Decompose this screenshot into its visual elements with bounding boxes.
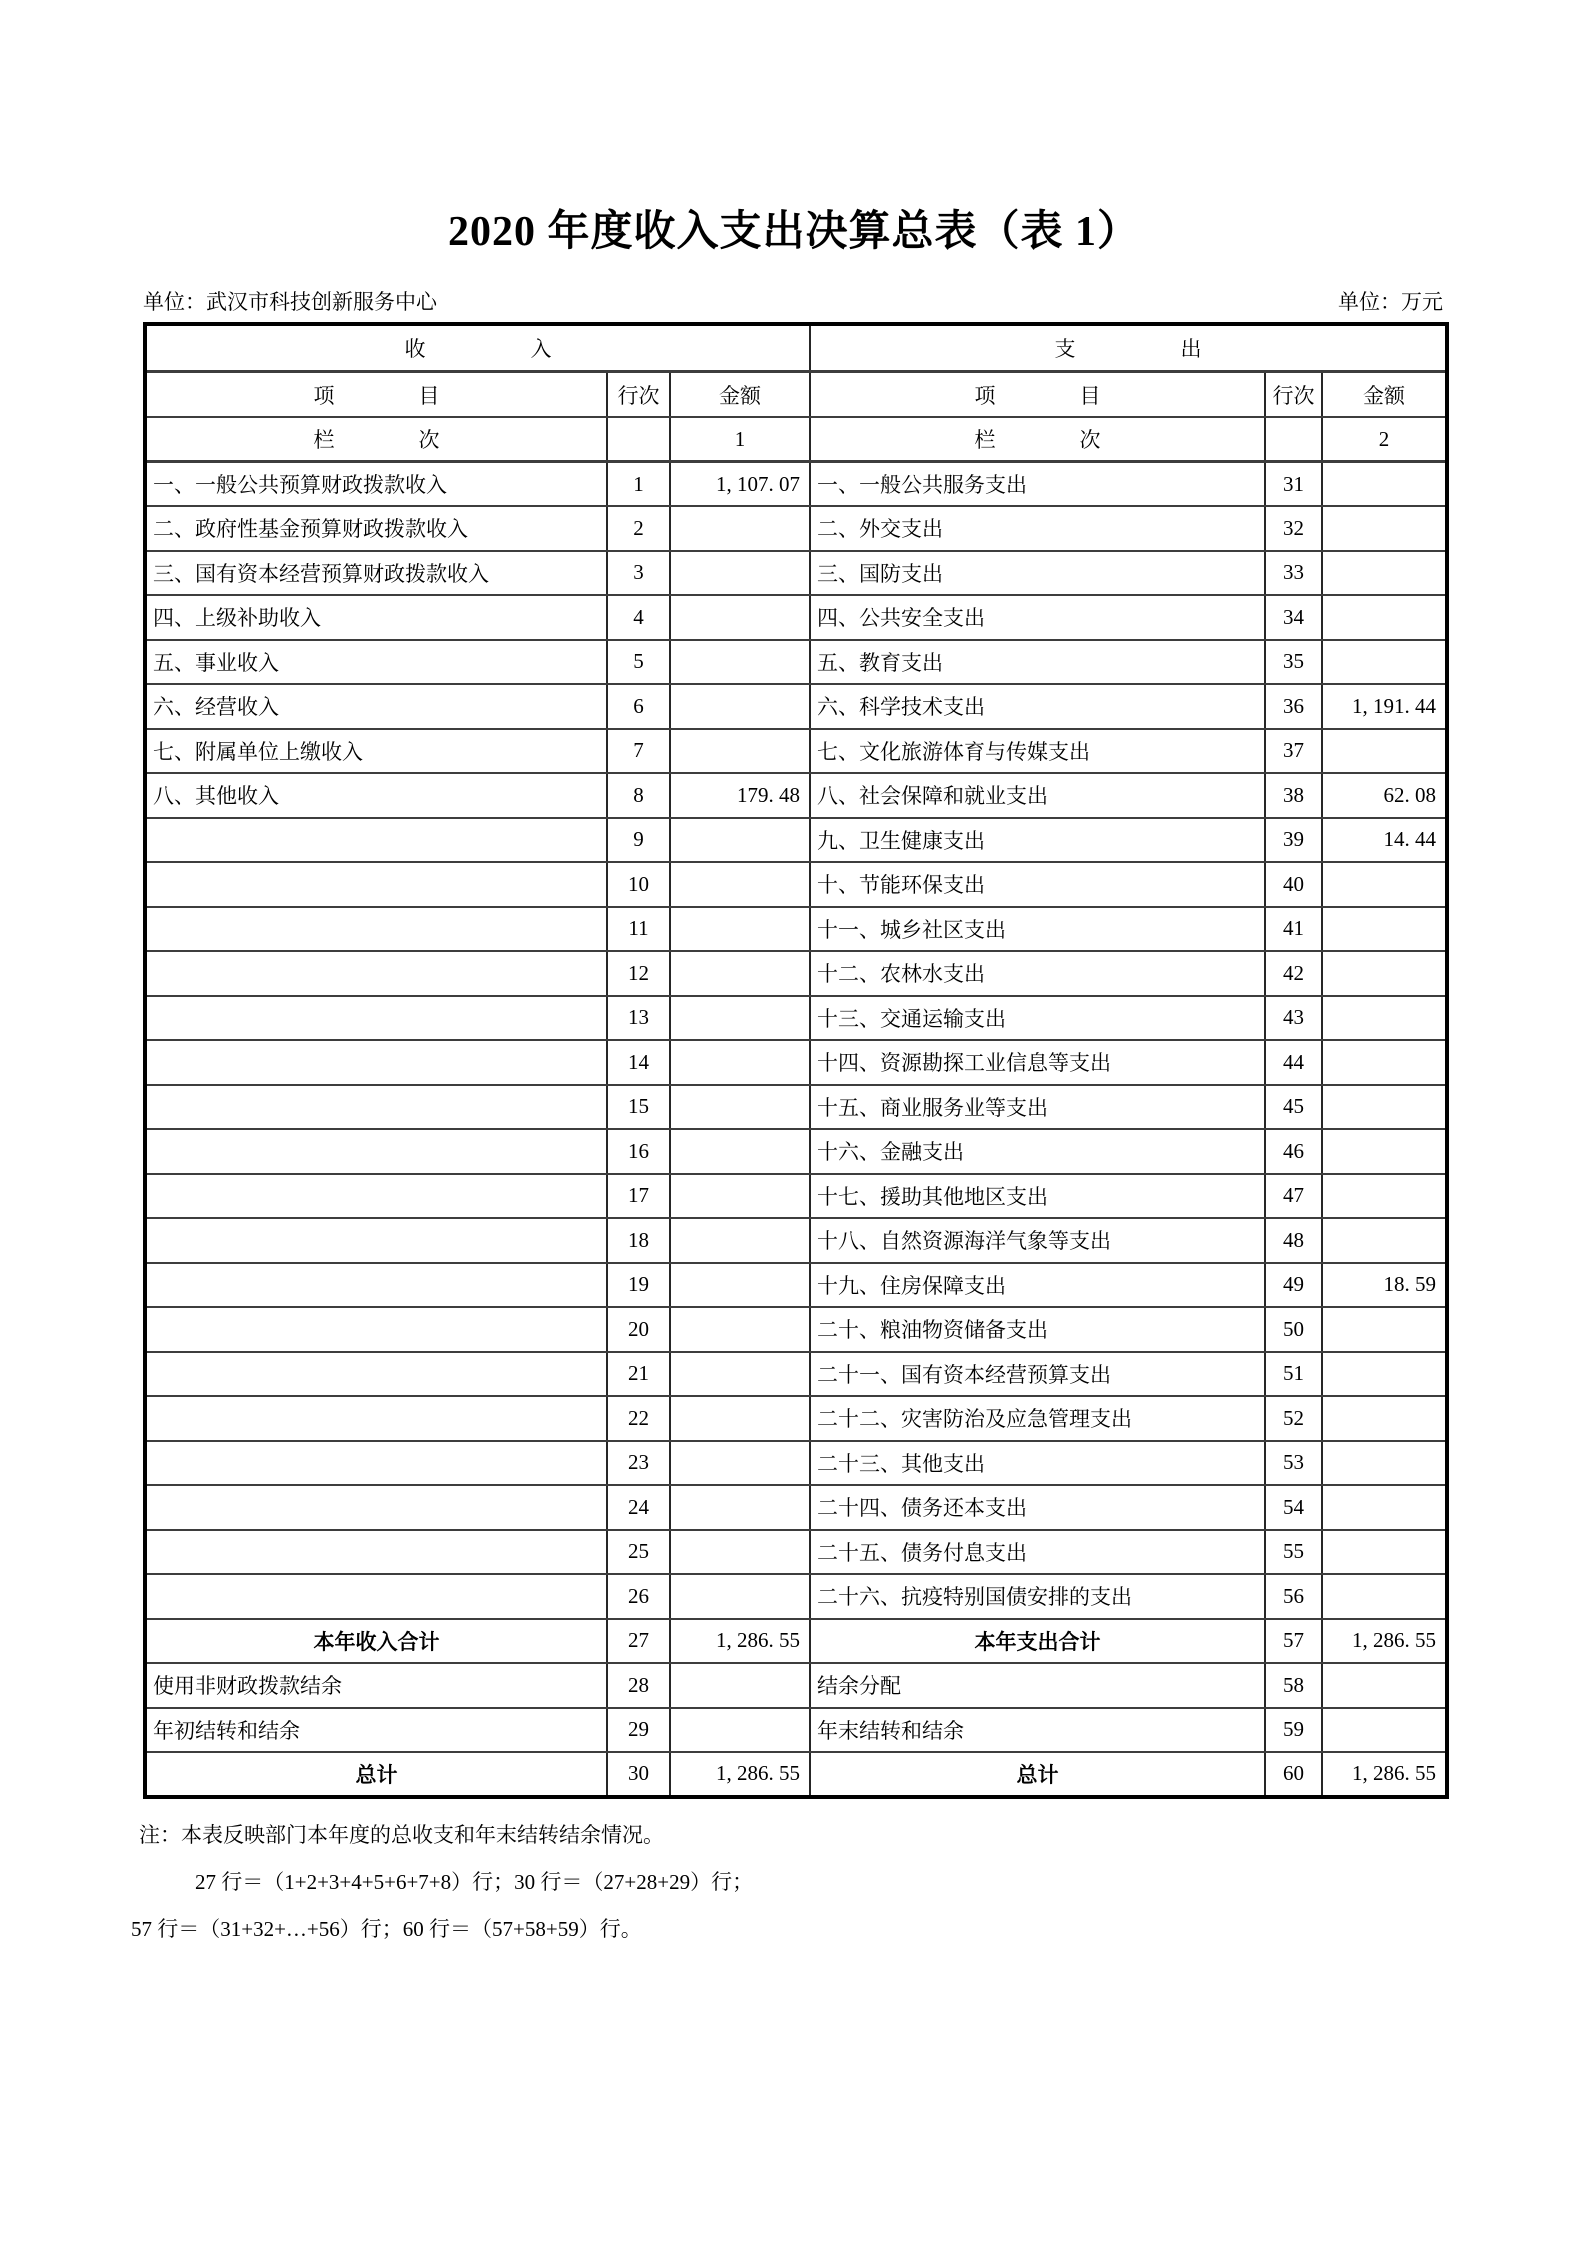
- income-amount-cell: [670, 1485, 810, 1530]
- expense-amount-cell: [1322, 1530, 1447, 1575]
- income-amount-cell: [670, 684, 810, 729]
- income-item-cell: 使用非财政拨款结余: [145, 1663, 607, 1708]
- expense-item-cell: 十八、自然资源海洋气象等支出: [810, 1218, 1265, 1263]
- expense-row-no-cell: 42: [1265, 951, 1322, 996]
- table-row: [145, 1485, 1447, 1530]
- income-item-cell: [145, 1396, 607, 1441]
- income-amount-cell: [670, 1263, 810, 1308]
- income-item-cell: [145, 862, 607, 907]
- income-row-no-cell: 9: [607, 818, 670, 863]
- income-item-cell: [145, 1307, 607, 1352]
- income-row-no-cell: 3: [607, 551, 670, 596]
- expense-row-no-cell: 41: [1265, 907, 1322, 952]
- income-item-cell: [145, 951, 607, 996]
- table-row: [145, 1752, 1447, 1797]
- income-row-no-cell: 6: [607, 684, 670, 729]
- income-row-no-cell: 23: [607, 1441, 670, 1486]
- table-row: [145, 729, 1447, 774]
- expense-item-cell: 二十二、灾害防治及应急管理支出: [810, 1396, 1265, 1441]
- income-item-cell: 总计: [145, 1752, 607, 1797]
- expense-amount-cell: [1322, 1085, 1447, 1130]
- expense-column-no: 2: [1322, 417, 1447, 462]
- income-row-no-cell: 27: [607, 1619, 670, 1664]
- expense-item-cell: 十、节能环保支出: [810, 862, 1265, 907]
- expense-row-no-cell: 53: [1265, 1441, 1322, 1486]
- expense-amount-cell: [1322, 551, 1447, 596]
- income-item-cell: [145, 1218, 607, 1263]
- table-row: [145, 773, 1447, 818]
- expense-amount-cell: [1322, 729, 1447, 774]
- income-rowno-header: 行次: [607, 372, 670, 418]
- expense-item-cell: 五、教育支出: [810, 640, 1265, 685]
- income-row-no-cell: 16: [607, 1129, 670, 1174]
- expense-item-cell: 二十、粮油物资储备支出: [810, 1307, 1265, 1352]
- income-item-cell: 三、国有资本经营预算财政拨款收入: [145, 551, 607, 596]
- income-amount-cell: [670, 1352, 810, 1397]
- final-accounts-table: [143, 322, 1449, 1799]
- footnotes: [131, 1812, 753, 1953]
- income-row-no-cell: 18: [607, 1218, 670, 1263]
- table-row: [145, 1174, 1447, 1219]
- table-row: [145, 1396, 1447, 1441]
- income-item-cell: 五、事业收入: [145, 640, 607, 685]
- income-amount-cell: [670, 1574, 810, 1619]
- expense-row-no-cell: 32: [1265, 506, 1322, 551]
- income-row-no-cell: 21: [607, 1352, 670, 1397]
- income-amount-header: 金额: [670, 372, 810, 418]
- income-row-no-cell: 4: [607, 595, 670, 640]
- income-row-no-cell: 2: [607, 506, 670, 551]
- expense-amount-cell: [1322, 1352, 1447, 1397]
- income-amount-cell: [670, 996, 810, 1041]
- income-row-no-cell: 30: [607, 1752, 670, 1797]
- expense-row-no-cell: 56: [1265, 1574, 1322, 1619]
- expense-rowno-blank-cell: [1265, 417, 1322, 462]
- unit-currency-right: 单位：万元: [1338, 290, 1443, 314]
- expense-row-no-cell: 55: [1265, 1530, 1322, 1575]
- expense-row-no-cell: 36: [1265, 684, 1322, 729]
- expense-row-no-cell: 58: [1265, 1663, 1322, 1708]
- expense-item-cell: 一、一般公共服务支出: [810, 462, 1265, 507]
- expense-item-cell: 二、外交支出: [810, 506, 1265, 551]
- table-row: [145, 996, 1447, 1041]
- income-amount-cell: 179. 48: [670, 773, 810, 818]
- income-row-no-cell: 5: [607, 640, 670, 685]
- expense-item-cell: 八、社会保障和就业支出: [810, 773, 1265, 818]
- income-amount-cell: [670, 551, 810, 596]
- income-amount-cell: 1, 286. 55: [670, 1619, 810, 1664]
- expense-amount-cell: 1, 286. 55: [1322, 1619, 1447, 1664]
- income-amount-cell: [670, 862, 810, 907]
- income-item-cell: [145, 1352, 607, 1397]
- income-amount-cell: [670, 595, 810, 640]
- expense-row-no-cell: 48: [1265, 1218, 1322, 1263]
- expense-row-no-cell: 60: [1265, 1752, 1322, 1797]
- expense-item-cell: 三、国防支出: [810, 551, 1265, 596]
- income-row-no-cell: 25: [607, 1530, 670, 1575]
- column-number-row: [145, 417, 1447, 462]
- expense-item-cell: 二十五、债务付息支出: [810, 1530, 1265, 1575]
- income-item-cell: [145, 1085, 607, 1130]
- table-row: [145, 818, 1447, 863]
- expense-item-cell: 十六、金融支出: [810, 1129, 1265, 1174]
- table-row: [145, 684, 1447, 729]
- expense-amount-cell: [1322, 1663, 1447, 1708]
- income-row-no-cell: 19: [607, 1263, 670, 1308]
- expense-amount-cell: [1322, 1485, 1447, 1530]
- income-row-no-cell: 29: [607, 1708, 670, 1753]
- table-row: [145, 1530, 1447, 1575]
- expense-amount-cell: [1322, 640, 1447, 685]
- income-amount-cell: [670, 1663, 810, 1708]
- income-row-no-cell: 24: [607, 1485, 670, 1530]
- expense-row-no-cell: 31: [1265, 462, 1322, 507]
- expense-row-no-cell: 50: [1265, 1307, 1322, 1352]
- income-amount-cell: [670, 1129, 810, 1174]
- expense-amount-cell: [1322, 1708, 1447, 1753]
- income-amount-cell: [670, 907, 810, 952]
- income-amount-cell: [670, 1174, 810, 1219]
- income-column-no: 1: [670, 417, 810, 462]
- table-row: [145, 862, 1447, 907]
- income-row-no-cell: 17: [607, 1174, 670, 1219]
- income-amount-cell: [670, 729, 810, 774]
- expense-row-no-cell: 45: [1265, 1085, 1322, 1130]
- section-header-row: [145, 324, 1447, 372]
- income-amount-cell: [670, 1708, 810, 1753]
- expense-amount-cell: 1, 286. 55: [1322, 1752, 1447, 1797]
- income-row-no-cell: 28: [607, 1663, 670, 1708]
- expense-amount-cell: [1322, 1040, 1447, 1085]
- expense-row-no-cell: 49: [1265, 1263, 1322, 1308]
- income-item-cell: 七、附属单位上缴收入: [145, 729, 607, 774]
- note-description: 注：本表反映部门本年度的总收支和年末结转结余情况。: [139, 1823, 664, 1847]
- table-row: [145, 1441, 1447, 1486]
- income-item-cell: [145, 1040, 607, 1085]
- income-amount-cell: [670, 1218, 810, 1263]
- income-row-no-cell: 12: [607, 951, 670, 996]
- expense-amount-cell: [1322, 1218, 1447, 1263]
- expense-amount-cell: [1322, 996, 1447, 1041]
- income-item-cell: [145, 1129, 607, 1174]
- income-item-cell: 本年收入合计: [145, 1619, 607, 1664]
- expense-row-no-cell: 51: [1265, 1352, 1322, 1397]
- income-amount-cell: [670, 1441, 810, 1486]
- expense-item-cell: 十三、交通运输支出: [810, 996, 1265, 1041]
- expense-row-no-cell: 57: [1265, 1619, 1322, 1664]
- income-item-cell: [145, 818, 607, 863]
- expense-item-cell: 十五、商业服务业等支出: [810, 1085, 1265, 1130]
- expense-amount-cell: 14. 44: [1322, 818, 1447, 863]
- unit-name-left: 单位：武汉市科技创新服务中心: [143, 290, 437, 314]
- income-item-cell: 一、一般公共预算财政拨款收入: [145, 462, 607, 507]
- income-amount-cell: [670, 1530, 810, 1575]
- expense-amount-cell: [1322, 1574, 1447, 1619]
- table-row: [145, 1218, 1447, 1263]
- income-row-no-cell: 7: [607, 729, 670, 774]
- income-item-cell: [145, 1530, 607, 1575]
- expense-item-cell: 四、公共安全支出: [810, 595, 1265, 640]
- expense-column-label: 栏 次: [810, 417, 1265, 462]
- expense-amount-cell: 18. 59: [1322, 1263, 1447, 1308]
- income-row-no-cell: 8: [607, 773, 670, 818]
- income-item-cell: [145, 1263, 607, 1308]
- expense-amount-cell: [1322, 862, 1447, 907]
- income-item-cell: [145, 1485, 607, 1530]
- expense-amount-cell: [1322, 1441, 1447, 1486]
- page-title: 2020 年度收入支出决算总表（表 1）: [447, 209, 1140, 255]
- expense-amount-cell: [1322, 1396, 1447, 1441]
- table-row: [145, 907, 1447, 952]
- expense-amount-cell: [1322, 1174, 1447, 1219]
- column-header-row: [145, 372, 1447, 418]
- expense-section-header: 支 出: [810, 324, 1447, 372]
- expense-row-no-cell: 40: [1265, 862, 1322, 907]
- note-formula-expense: 57 行＝（31+32+…+56）行；60 行＝（57+58+59）行。: [131, 1917, 642, 1941]
- income-amount-cell: [670, 951, 810, 996]
- income-item-cell: [145, 907, 607, 952]
- expense-row-no-cell: 39: [1265, 818, 1322, 863]
- table-row: [145, 506, 1447, 551]
- expense-row-no-cell: 44: [1265, 1040, 1322, 1085]
- income-amount-cell: [670, 1040, 810, 1085]
- table-row: [145, 462, 1447, 507]
- income-row-no-cell: 14: [607, 1040, 670, 1085]
- table-row: [145, 1619, 1447, 1664]
- expense-row-no-cell: 34: [1265, 595, 1322, 640]
- income-rowno-blank-cell: [607, 417, 670, 462]
- expense-item-cell: 年末结转和结余: [810, 1708, 1265, 1753]
- expense-item-cell: 七、文化旅游体育与传媒支出: [810, 729, 1265, 774]
- table-row: [145, 1263, 1447, 1308]
- expense-item-cell: 结余分配: [810, 1663, 1265, 1708]
- expense-item-cell: 本年支出合计: [810, 1619, 1265, 1664]
- table-row: [145, 1574, 1447, 1619]
- table-row: [145, 951, 1447, 996]
- expense-item-cell: 二十一、国有资本经营预算支出: [810, 1352, 1265, 1397]
- expense-item-cell: 二十三、其他支出: [810, 1441, 1265, 1486]
- expense-item-cell: 二十四、债务还本支出: [810, 1485, 1265, 1530]
- expense-amount-cell: [1322, 951, 1447, 996]
- expense-amount-cell: [1322, 595, 1447, 640]
- income-amount-cell: [670, 818, 810, 863]
- expense-item-cell: 总计: [810, 1752, 1265, 1797]
- income-item-cell: 四、上级补助收入: [145, 595, 607, 640]
- expense-row-no-cell: 43: [1265, 996, 1322, 1041]
- income-row-no-cell: 13: [607, 996, 670, 1041]
- income-row-no-cell: 20: [607, 1307, 670, 1352]
- table-row: [145, 1307, 1447, 1352]
- expense-row-no-cell: 38: [1265, 773, 1322, 818]
- expense-rowno-header: 行次: [1265, 372, 1322, 418]
- income-amount-cell: [670, 506, 810, 551]
- income-row-no-cell: 26: [607, 1574, 670, 1619]
- expense-amount-cell: [1322, 907, 1447, 952]
- income-item-cell: [145, 1174, 607, 1219]
- income-item-header: 项 目: [145, 372, 607, 418]
- income-item-cell: 二、政府性基金预算财政拨款收入: [145, 506, 607, 551]
- expense-item-cell: 二十六、抗疫特别国债安排的支出: [810, 1574, 1265, 1619]
- table-row: [145, 1708, 1447, 1753]
- income-row-no-cell: 11: [607, 907, 670, 952]
- table-row: [145, 595, 1447, 640]
- table-row: [145, 1129, 1447, 1174]
- income-section-header: 收 入: [145, 324, 810, 372]
- income-row-no-cell: 10: [607, 862, 670, 907]
- table-row: [145, 1663, 1447, 1708]
- income-amount-cell: [670, 1396, 810, 1441]
- expense-row-no-cell: 59: [1265, 1708, 1322, 1753]
- expense-amount-cell: 62. 08: [1322, 773, 1447, 818]
- table-row: [145, 1085, 1447, 1130]
- table-row: [145, 640, 1447, 685]
- expense-row-no-cell: 46: [1265, 1129, 1322, 1174]
- expense-amount-cell: [1322, 1129, 1447, 1174]
- income-item-cell: [145, 996, 607, 1041]
- unit-line: [143, 288, 1443, 316]
- expense-row-no-cell: 54: [1265, 1485, 1322, 1530]
- income-row-no-cell: 15: [607, 1085, 670, 1130]
- income-amount-cell: 1, 286. 55: [670, 1752, 810, 1797]
- expense-amount-cell: [1322, 1307, 1447, 1352]
- income-item-cell: 八、其他收入: [145, 773, 607, 818]
- expense-row-no-cell: 33: [1265, 551, 1322, 596]
- income-row-no-cell: 22: [607, 1396, 670, 1441]
- expense-row-no-cell: 35: [1265, 640, 1322, 685]
- expense-amount-cell: 1, 191. 44: [1322, 684, 1447, 729]
- income-item-cell: 六、经营收入: [145, 684, 607, 729]
- income-item-cell: [145, 1441, 607, 1486]
- expense-row-no-cell: 47: [1265, 1174, 1322, 1219]
- expense-item-cell: 十九、住房保障支出: [810, 1263, 1265, 1308]
- table-row: [145, 1040, 1447, 1085]
- expense-amount-header: 金额: [1322, 372, 1447, 418]
- expense-item-cell: 九、卫生健康支出: [810, 818, 1265, 863]
- income-amount-cell: [670, 1307, 810, 1352]
- table-row: [145, 551, 1447, 596]
- income-amount-cell: 1, 107. 07: [670, 462, 810, 507]
- income-row-no-cell: 1: [607, 462, 670, 507]
- income-item-cell: 年初结转和结余: [145, 1708, 607, 1753]
- income-amount-cell: [670, 1085, 810, 1130]
- expense-amount-cell: [1322, 462, 1447, 507]
- expense-amount-cell: [1322, 506, 1447, 551]
- income-amount-cell: [670, 640, 810, 685]
- expense-row-no-cell: 37: [1265, 729, 1322, 774]
- expense-item-cell: 十七、援助其他地区支出: [810, 1174, 1265, 1219]
- table-body: [145, 462, 1447, 1797]
- income-column-label: 栏 次: [145, 417, 607, 462]
- expense-row-no-cell: 52: [1265, 1396, 1322, 1441]
- table-row: [145, 1352, 1447, 1397]
- income-item-cell: [145, 1574, 607, 1619]
- expense-item-cell: 十二、农林水支出: [810, 951, 1265, 996]
- expense-item-cell: 六、科学技术支出: [810, 684, 1265, 729]
- expense-item-cell: 十四、资源勘探工业信息等支出: [810, 1040, 1265, 1085]
- note-formula-income: 27 行＝（1+2+3+4+5+6+7+8）行；30 行＝（27+28+29）行；: [195, 1870, 754, 1894]
- expense-item-cell: 十一、城乡社区支出: [810, 907, 1265, 952]
- expense-item-header: 项 目: [810, 372, 1265, 418]
